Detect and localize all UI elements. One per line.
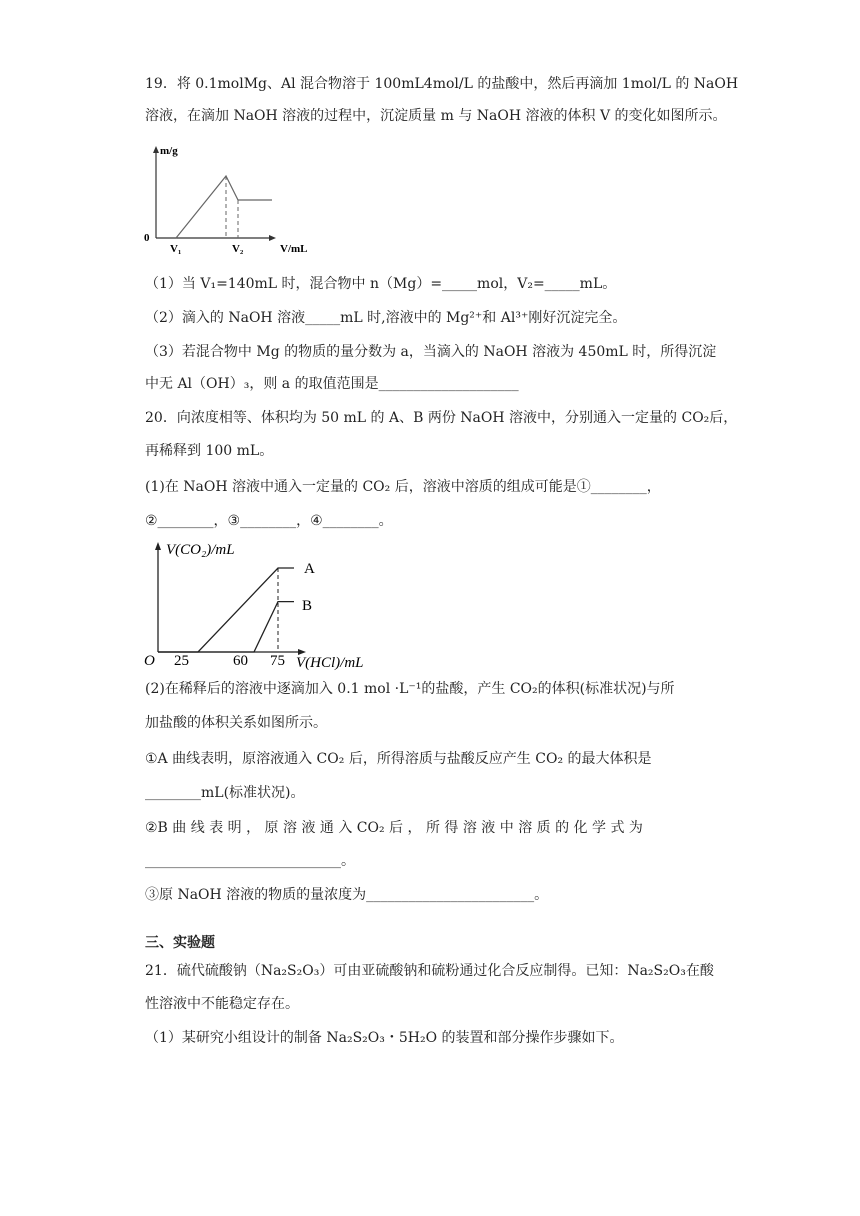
q19-curve	[176, 176, 272, 238]
q19-part3-line1: （3）若混合物中 Mg 的物质的量分数为 a，当滴入的 NaOH 溶液为 450mL 时，所得沉淀	[145, 344, 717, 360]
q20-origin-label: O	[144, 653, 155, 669]
q20-chart	[140, 538, 390, 672]
q21-text-line2: 性溶液中不能稳定存在。	[145, 996, 299, 1012]
q20-y-arrow	[155, 542, 161, 550]
q20-x-tick-25: 25	[174, 653, 189, 669]
q20-part1-line2: ②________，③________，④________。	[145, 513, 393, 529]
q20-part1-line1: (1)在 NaOH 溶液中通入一定量的 CO₂ 后，溶液中溶质的组成可能是①________，	[145, 479, 661, 495]
q19-v1-label: V₁	[170, 243, 182, 255]
q20-text-line1: 20．向浓度相等、体积均为 50 mL 的 A、B 两份 NaOH 溶液中，分别通入一定量的 CO₂后，	[145, 410, 738, 426]
q20-x-tick-60: 60	[233, 653, 248, 669]
q19-x-label: V/mL	[280, 243, 308, 255]
q20-sub1-line1: ①A 曲线表明，原溶液通入 CO₂ 后，所得溶质与盐酸反应产生 CO₂ 的最大体积是	[145, 751, 652, 767]
q20-sub2-line1: ②B 曲 线 表 明 ， 原 溶 液 通 入 CO₂ 后 ， 所 得 溶 液 中 溶 质 的 化 学 式 为	[145, 820, 643, 836]
q20-y-label: V(CO₂)/mL	[166, 542, 235, 558]
q21-part1: （1）某研究小组设计的制备 Na₂S₂O₃・5H₂O 的装置和部分操作步骤如下。	[145, 1030, 624, 1046]
q19-origin-label: 0	[144, 232, 150, 244]
q19-y-label: m/g	[160, 145, 178, 157]
q19-text-line2: 溶液，在滴加 NaOH 溶液的过程中，沉淀质量 m 与 NaOH 溶液的体积 V 的变化如图所示。	[145, 108, 727, 124]
q20-part2-line2: 加盐酸的体积关系如图所示。	[145, 715, 327, 731]
q19-v2-label: V₂	[232, 243, 244, 255]
q20-curve-b-label: B	[302, 598, 313, 614]
q19-part2: （2）滴入的 NaOH 溶液_____mL 时,溶液中的 Mg²⁺和 Al³⁺刚好沉淀完全。	[145, 310, 627, 326]
q19-text-line1: 19．将 0.1molMg、Al 混合物溶于 100mL4mol/L 的盐酸中，然后再滴加 1mol/L 的 NaOH	[145, 76, 739, 92]
q20-x-tick-75: 75	[270, 653, 285, 669]
q19-part1: （1）当 V₁=140mL 时，混合物中 n（Mg）=_____mol，V₂=_____mL。	[145, 276, 617, 292]
q20-x-label: V(HCl)/mL	[296, 655, 364, 671]
curve-b	[158, 602, 294, 652]
q19-figure	[140, 140, 350, 260]
q19-x-arrow	[269, 235, 276, 241]
q20-sub3: ③原 NaOH 溶液的物质的量浓度为________________________。	[145, 887, 549, 903]
q20-text-line2: 再稀释到 100 mL。	[145, 443, 274, 459]
q20-sub2-line2: ____________________________。	[145, 853, 355, 869]
section-title: 三、实验题	[145, 935, 215, 951]
q19-y-arrow	[153, 146, 159, 153]
q20-curve-a-label: A	[304, 561, 315, 577]
q19-part3-line2: 中无 Al（OH）₃，则 a 的取值范围是____________________	[145, 376, 519, 392]
q20-sub1-line2: ________mL(标准状况)。	[145, 785, 305, 801]
q20-part2-line1: (2)在稀释后的溶液中逐滴加入 0.1 mol ·L⁻¹的盐酸，产生 CO₂的体积(标准状况)与所	[145, 681, 675, 697]
q21-text-line1: 21．硫代硫酸钠（Na₂S₂O₃）可由亚硫酸钠和硫粉通过化合反应制得。已知：Na₂S₂O₃在酸	[145, 963, 714, 979]
